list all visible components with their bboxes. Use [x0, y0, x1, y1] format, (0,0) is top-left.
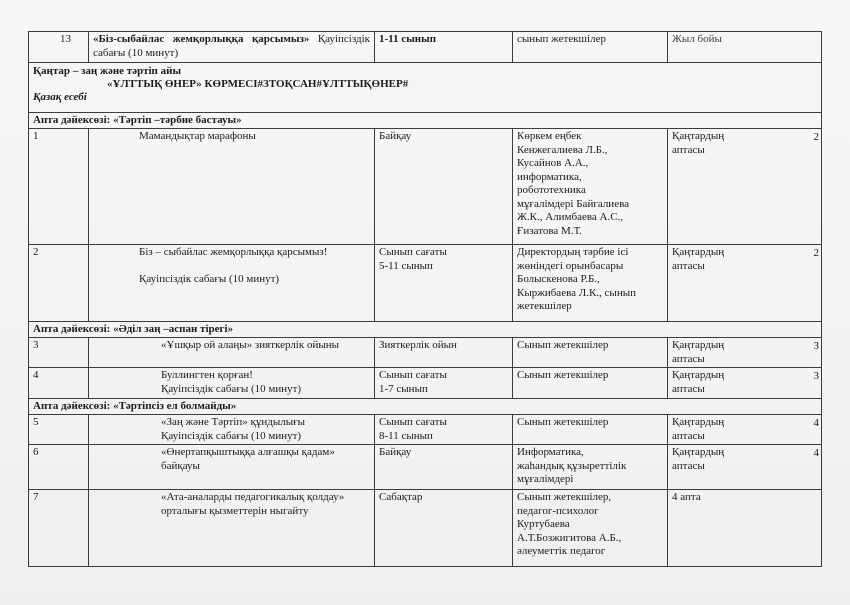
period-line: Қаңтардың: [672, 130, 725, 142]
form-line: 1-7 сынып: [379, 382, 428, 395]
exhibition-title: «ҰЛТТЫҚ ӨНЕР» КӨРМЕСІ#ЗТОҚСАН#ҰЛТТЫҚӨНЕР#: [107, 78, 409, 90]
row-number: 3: [29, 338, 89, 368]
responsible-line: жаһандық құзыреттілік: [517, 459, 627, 472]
week-motto: Апта дәйексөзі: «Әділ заң –аспан тірегі»: [29, 322, 822, 338]
event-form: Байқау: [375, 445, 513, 490]
event-title: «Өнертапқыштыққа алғашқы қадам» байқауы: [161, 446, 335, 472]
section-header-row: [29, 399, 822, 415]
section-header-row: [29, 322, 822, 338]
event-title: Мамандықтар марафоны: [139, 130, 256, 142]
responsible-line: жетекшілер: [517, 300, 572, 312]
period-line: Қаңтардың: [672, 369, 725, 381]
title-line: «Ата-аналарды педагогикалық қолдау»: [161, 491, 345, 503]
event-period: [668, 129, 822, 245]
responsible-line: А.Т.Бозжигитова А.Б.,: [517, 531, 622, 544]
responsible-line: мұғалімдері Байгалиева: [517, 197, 630, 210]
table-row: [29, 490, 822, 567]
event-responsible: сынып жетекшілер: [513, 32, 668, 63]
row-number: 7: [29, 490, 89, 567]
form-line: Сынып сағаты: [379, 369, 447, 381]
row-number: 6: [29, 445, 89, 490]
row-number: 13: [29, 32, 89, 63]
month-header-row: [29, 63, 822, 113]
month-header: [29, 63, 822, 113]
period-line: аптасы: [672, 143, 705, 156]
row-number: 1: [29, 129, 89, 245]
event-period: [668, 338, 822, 368]
event-responsible: Сынып жетекшілер: [513, 368, 668, 399]
period-line: Қаңтардың: [672, 339, 725, 351]
responsible-line: Информатика,: [517, 446, 584, 458]
row-number: 2: [29, 245, 89, 322]
form-line: Сынып сағаты: [379, 416, 447, 428]
period-line: аптасы: [672, 352, 705, 365]
plan-table: [28, 31, 822, 567]
responsible-line: Болыскенова Р.Б.,: [517, 273, 600, 285]
table-row: [29, 245, 822, 322]
form-line: Сынып сағаты: [379, 246, 447, 258]
period-line: Қаңтардың: [672, 246, 725, 258]
event-title-cell: [89, 445, 375, 490]
event-title-cell: [89, 490, 375, 567]
event-title-cell: [89, 368, 375, 399]
event-form: Сабақтар: [375, 490, 513, 567]
responsible-line: педагог-психолог: [517, 504, 599, 517]
period-line: аптасы: [672, 382, 705, 395]
event-period: [668, 415, 822, 445]
title-line: Қауіпсіздік сабағы (10 минут): [139, 273, 280, 285]
event-period: [668, 490, 822, 567]
event-period: [668, 245, 822, 322]
title-line: орталығы қызметтерін ныгайту: [161, 504, 309, 517]
responsible-line: Ғизатова М.Т.: [517, 224, 582, 237]
week-number: 3: [813, 340, 819, 352]
week-number: 4: [813, 447, 819, 459]
title-line: Буллингтен қорған!: [161, 369, 253, 381]
event-title: «Ұшқыр ой алаңы» зияткерлік ойыны: [161, 339, 340, 351]
responsible-line: Директордың тәрбие ісі: [517, 246, 629, 258]
title-line: «Заң және Тәртіп» құндылығы: [161, 416, 305, 428]
event-period: Жыл бойы: [668, 32, 822, 63]
period-line: Қаңтардың: [672, 446, 725, 458]
week-motto: Апта дәйексөзі: «Тәртіпсіз ел болмайды»: [29, 399, 822, 415]
table-row: [29, 415, 822, 445]
event-title-cell: [89, 129, 375, 245]
responsible-line: Ж.К., Алимбаева А.С.,: [517, 211, 624, 223]
event-responsible: [513, 445, 668, 490]
responsible-line: информатика,: [517, 170, 582, 183]
period-line: аптасы: [672, 259, 705, 272]
event-responsible: Сынып жетекшілер: [513, 338, 668, 368]
responsible-line: робототехника: [517, 184, 586, 196]
responsible-line: Кыржибаева Л.К., сынып: [517, 286, 636, 299]
table-row: [29, 129, 822, 245]
event-responsible: [513, 245, 668, 322]
event-title-tail: Қауіпсіздік сабағы (10 минут): [93, 33, 371, 59]
event-classes: 1-11 сынып: [375, 32, 513, 63]
form-line: 5-11 сынып: [379, 259, 433, 272]
event-form: Зияткерлік ойын: [375, 338, 513, 368]
responsible-line: Көркем еңбек: [517, 130, 582, 142]
title-line: Қауіпсіздік сабағы (10 минут): [161, 429, 302, 442]
week-number: 2: [813, 247, 819, 259]
event-form: [375, 415, 513, 445]
period-line: Қаңтардың: [672, 416, 725, 428]
event-title-cell: [89, 338, 375, 368]
event-title-cell: [89, 245, 375, 322]
period-line: аптасы: [672, 459, 705, 472]
event-form: [375, 368, 513, 399]
week-number: 2: [813, 131, 819, 143]
responsible-line: мұғалімдері: [517, 473, 574, 485]
week-number: 4: [813, 417, 819, 429]
event-title: «Біз-сыбайлас жемқорлыққа қарсымыз»: [93, 33, 310, 45]
week-motto: Апта дәйексөзі: «Тәртіп –тәрбие бастауы»: [29, 113, 822, 129]
table-row: [29, 32, 822, 63]
event-responsible: [513, 490, 668, 567]
section-header-row: [29, 113, 822, 129]
title-line: Қауіпсіздік сабағы (10 минут): [161, 382, 302, 395]
event-period: [668, 368, 822, 399]
title-line: Біз – сыбайлас жемқорлыққа қарсымыз!: [139, 246, 328, 258]
responsible-line: Куртубаева: [517, 518, 570, 530]
period-line: 4 апта: [672, 491, 701, 503]
table-row: [29, 445, 822, 490]
period-line: аптасы: [672, 429, 705, 442]
event-form: [375, 245, 513, 322]
responsible-line: әлеуметтік педагог: [517, 545, 606, 557]
responsible-line: Кусайнов А.А.,: [517, 157, 589, 169]
event-responsible: Сынып жетекшілер: [513, 415, 668, 445]
row-number: 5: [29, 415, 89, 445]
week-number: 3: [813, 370, 819, 382]
event-title-cell: [89, 415, 375, 445]
title-line: [139, 260, 370, 274]
responsible-line: Сынып жетекшілер,: [517, 491, 612, 503]
event-period: [668, 445, 822, 490]
row-number: 4: [29, 368, 89, 399]
report-title: Қазақ есебі: [33, 91, 87, 103]
responsible-line: жөніндегі орынбасары: [517, 259, 624, 272]
event-responsible: [513, 129, 668, 245]
event-form: Байқау: [375, 129, 513, 245]
table-row: [29, 368, 822, 399]
form-line: 8-11 сынып: [379, 429, 433, 442]
event-title-cell: [89, 32, 375, 63]
month-title: Қаңтар – заң және тәртіп айы: [33, 65, 182, 77]
table-row: [29, 338, 822, 368]
responsible-line: Кенжегалиева Л.Б.,: [517, 143, 608, 156]
